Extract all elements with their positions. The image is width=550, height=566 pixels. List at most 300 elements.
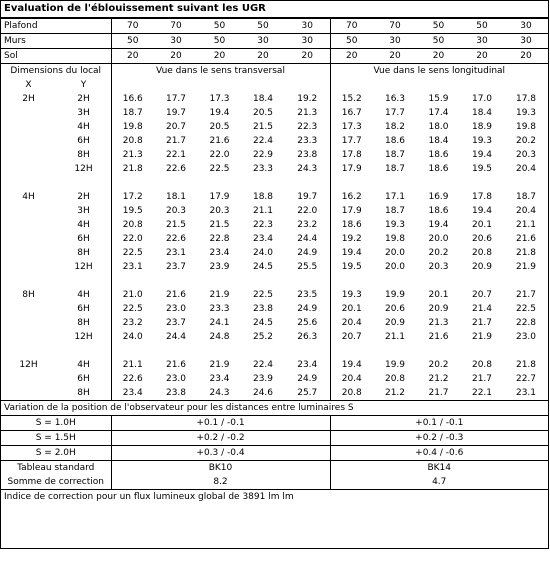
ugr-value-longitudinal: 15.9 xyxy=(428,93,449,104)
ugr-value-longitudinal: 20.8 xyxy=(330,386,373,401)
table-row xyxy=(1,372,548,386)
ugr-value-transverse: 21.1 xyxy=(252,205,274,216)
standard-transverse: BK10 xyxy=(111,461,330,476)
ugr-value-transverse: 22.9 xyxy=(252,149,274,160)
ugr-value-longitudinal: 21.7 xyxy=(428,387,449,398)
ugr-value-longitudinal: 20.9 xyxy=(384,317,406,328)
ugr-value-longitudinal: 19.3 xyxy=(471,135,493,146)
ugr-value-longitudinal: 19.9 xyxy=(384,359,406,370)
ugr-value-longitudinal: 19.8 xyxy=(384,233,406,244)
ugr-value-longitudinal: 20.3 xyxy=(428,261,449,272)
room-dimensions xyxy=(1,148,111,162)
ugr-value-transverse: 19.8 xyxy=(111,120,154,134)
ugr-value-transverse: 23.9 xyxy=(209,261,230,272)
ugr-value-transverse: 23.1 xyxy=(111,260,154,274)
ugr-value-longitudinal: 20.4 xyxy=(515,163,537,174)
gap-cell xyxy=(330,344,548,358)
ugr-value-transverse: 23.9 xyxy=(252,373,274,384)
table-row xyxy=(1,120,548,134)
header-label: Murs xyxy=(1,34,111,49)
longitudinal-label: Vue dans le sens longitudinal xyxy=(330,64,548,79)
gap-cell xyxy=(111,344,330,358)
ugr-value-longitudinal: 17.8 xyxy=(471,191,493,202)
ugr-value-longitudinal: 21.6 xyxy=(515,233,537,244)
ugr-value-transverse: 17.9 xyxy=(209,191,230,202)
ugr-value-transverse: 20.5 xyxy=(209,121,230,132)
group-gap xyxy=(1,274,548,288)
table-row xyxy=(1,204,548,218)
ugr-value-transverse: 19.2 xyxy=(297,93,318,104)
ugr-value-transverse: 23.2 xyxy=(111,316,154,330)
room-y: 3H xyxy=(77,107,90,118)
ugr-value-longitudinal: 20.4 xyxy=(515,205,537,216)
ugr-value-longitudinal: 17.9 xyxy=(330,204,373,218)
room-dimensions xyxy=(1,288,111,302)
ugr-value-longitudinal: 20.1 xyxy=(428,289,449,300)
ugr-value-longitudinal: 21.2 xyxy=(384,387,406,398)
ugr-value-transverse: 22.3 xyxy=(252,219,274,230)
ugr-value-longitudinal: 21.1 xyxy=(515,219,537,230)
ugr-value-longitudinal: 16.7 xyxy=(330,106,373,120)
room-dimensions xyxy=(1,302,111,316)
standard-label: Tableau standard xyxy=(1,461,111,476)
ugr-value-transverse: 24.9 xyxy=(297,373,318,384)
gap-cell xyxy=(1,176,111,190)
ugr-value-longitudinal: 18.7 xyxy=(384,163,406,174)
reflectance-value: 30 xyxy=(504,34,548,49)
ugr-value-transverse: 23.0 xyxy=(165,373,187,384)
document-title: Evaluation de l'éblouissement suivant les UGR xyxy=(1,1,548,18)
ugr-value-transverse: 23.4 xyxy=(111,386,154,401)
ugr-value-transverse: 26.3 xyxy=(297,331,318,342)
room-dimensions xyxy=(1,372,111,386)
ugr-value-longitudinal: 17.7 xyxy=(330,134,373,148)
room-y: 2H xyxy=(77,191,90,202)
header-row xyxy=(1,34,548,49)
reflectance-value: 30 xyxy=(285,34,330,49)
ugr-value-longitudinal: 18.7 xyxy=(515,191,537,202)
gap-cell xyxy=(111,274,330,288)
xy-labels xyxy=(1,78,111,92)
gap-cell xyxy=(1,274,111,288)
room-y: 6H xyxy=(77,233,90,244)
ugr-value-longitudinal: 17.8 xyxy=(515,93,537,104)
ugr-value-transverse: 22.4 xyxy=(252,359,274,370)
variation-heading-row xyxy=(1,401,548,416)
ugr-value-transverse: 23.8 xyxy=(252,303,274,314)
ugr-value-longitudinal: 23.0 xyxy=(515,331,537,342)
ugr-value-longitudinal: 19.2 xyxy=(330,232,373,246)
reflectance-value: 50 xyxy=(460,19,504,34)
ugr-value-longitudinal: 17.4 xyxy=(428,107,449,118)
table-row xyxy=(1,232,548,246)
ugr-value-transverse: 24.9 xyxy=(297,303,318,314)
room-dimensions xyxy=(1,92,111,106)
ugr-value-longitudinal: 18.4 xyxy=(471,107,493,118)
group-gap xyxy=(1,176,548,190)
ugr-value-longitudinal: 18.6 xyxy=(428,163,449,174)
ugr-value-transverse: 22.3 xyxy=(297,121,318,132)
ugr-value-longitudinal: 16.3 xyxy=(384,93,406,104)
ugr-value-transverse: 20.3 xyxy=(209,205,230,216)
ugr-value-transverse: 21.3 xyxy=(111,148,154,162)
ugr-value-transverse: 22.5 xyxy=(252,289,274,300)
ugr-value-transverse: 23.7 xyxy=(165,261,187,272)
ugr-value-transverse: 23.1 xyxy=(165,247,187,258)
ugr-value-longitudinal: 22.5 xyxy=(515,303,537,314)
ugr-value-transverse: 18.7 xyxy=(111,106,154,120)
ugr-value-transverse: 17.7 xyxy=(165,93,187,104)
ugr-value-transverse: 19.7 xyxy=(297,191,318,202)
ugr-value-transverse: 22.0 xyxy=(111,232,154,246)
ugr-value-transverse: 19.4 xyxy=(209,107,230,118)
ugr-value-transverse: 22.5 xyxy=(111,302,154,316)
ugr-value-longitudinal: 19.3 xyxy=(384,219,406,230)
room-y: 8H xyxy=(77,387,90,398)
room-y: 4H xyxy=(77,121,90,132)
ugr-value-longitudinal: 19.5 xyxy=(471,163,493,174)
ugr-value-longitudinal: 20.1 xyxy=(471,219,493,230)
x-label: X xyxy=(25,79,32,90)
room-dimensions xyxy=(1,330,111,344)
ugr-value-longitudinal: 19.3 xyxy=(330,288,373,302)
ugr-value-longitudinal: 21.1 xyxy=(384,331,406,342)
ugr-value-transverse: 22.1 xyxy=(165,149,187,160)
ugr-table xyxy=(1,18,548,489)
ugr-value-transverse: 23.8 xyxy=(297,149,318,160)
ugr-value-transverse: 24.1 xyxy=(209,317,230,328)
ugr-value-transverse: 19.7 xyxy=(165,107,187,118)
ugr-value-longitudinal: 20.7 xyxy=(330,330,373,344)
reflectance-value: 50 xyxy=(417,19,460,34)
room-dimensions xyxy=(1,386,111,401)
room-y: 6H xyxy=(77,303,90,314)
ugr-value-longitudinal: 22.8 xyxy=(515,317,537,328)
longitudinal-spacer xyxy=(330,78,548,92)
group-gap xyxy=(1,344,548,358)
room-dimensions xyxy=(1,358,111,372)
room-y: 12H xyxy=(74,261,93,272)
ugr-value-transverse: 21.6 xyxy=(165,289,187,300)
table-row xyxy=(1,148,548,162)
table-row xyxy=(1,358,548,372)
ugr-value-longitudinal: 17.0 xyxy=(471,93,493,104)
ugr-value-longitudinal: 18.7 xyxy=(384,205,406,216)
ugr-value-longitudinal: 15.2 xyxy=(330,92,373,106)
variation-transverse: +0.2 / -0.2 xyxy=(111,431,330,446)
ugr-value-transverse: 20.3 xyxy=(165,205,187,216)
ugr-value-transverse: 23.8 xyxy=(165,387,187,398)
ugr-value-longitudinal: 18.7 xyxy=(384,149,406,160)
ugr-value-longitudinal: 17.3 xyxy=(330,120,373,134)
table-row xyxy=(1,134,548,148)
ugr-value-longitudinal: 21.6 xyxy=(428,331,449,342)
ugr-value-longitudinal: 19.9 xyxy=(384,289,406,300)
ugr-value-transverse: 17.2 xyxy=(111,190,154,204)
ugr-value-longitudinal: 17.7 xyxy=(384,107,406,118)
room-y: 8H xyxy=(77,149,90,160)
ugr-value-longitudinal: 19.5 xyxy=(330,260,373,274)
header-label: Sol xyxy=(1,49,111,64)
room-dimensions xyxy=(1,204,111,218)
ugr-value-longitudinal: 20.8 xyxy=(471,359,493,370)
correction-label: Somme de correction xyxy=(7,476,104,487)
ugr-value-transverse: 23.4 xyxy=(209,247,230,258)
xy-row xyxy=(1,78,548,92)
header-row xyxy=(1,49,548,64)
room-dimensions xyxy=(1,316,111,330)
table-row xyxy=(1,218,548,232)
ugr-value-transverse: 21.6 xyxy=(209,135,230,146)
ugr-value-longitudinal: 20.2 xyxy=(515,135,537,146)
table-row xyxy=(1,288,548,302)
ugr-value-transverse: 21.9 xyxy=(209,289,230,300)
ugr-value-longitudinal: 18.6 xyxy=(384,135,406,146)
room-y: 12H xyxy=(74,331,93,342)
ugr-value-transverse: 24.9 xyxy=(297,247,318,258)
ugr-value-longitudinal: 20.0 xyxy=(384,261,406,272)
reflectance-value: 20 xyxy=(198,49,241,64)
ugr-value-transverse: 22.5 xyxy=(111,246,154,260)
ugr-value-transverse: 22.6 xyxy=(165,233,187,244)
ugr-value-transverse: 25.7 xyxy=(297,387,318,398)
ugr-value-transverse: 24.5 xyxy=(252,317,274,328)
ugr-value-longitudinal: 18.0 xyxy=(428,121,449,132)
reflectance-value: 50 xyxy=(330,34,373,49)
variation-spacing: S = 1.5H xyxy=(1,431,111,446)
ugr-value-transverse: 22.8 xyxy=(209,233,230,244)
ugr-value-longitudinal: 20.2 xyxy=(428,359,449,370)
ugr-value-longitudinal: 19.4 xyxy=(471,205,493,216)
ugr-value-longitudinal: 20.2 xyxy=(428,247,449,258)
dimensions-label: Dimensions du local xyxy=(1,64,111,79)
ugr-value-transverse: 23.3 xyxy=(252,163,274,174)
reflectance-value: 20 xyxy=(330,49,373,64)
variation-longitudinal: +0.4 / -0.6 xyxy=(330,446,548,461)
table-row xyxy=(1,92,548,106)
room-x: 8H xyxy=(22,289,35,300)
ugr-value-transverse: 23.7 xyxy=(165,317,187,328)
ugr-value-transverse: 20.5 xyxy=(252,107,274,118)
ugr-value-longitudinal: 21.9 xyxy=(471,331,493,342)
reflectance-value: 30 xyxy=(285,19,330,34)
ugr-value-transverse: 20.8 xyxy=(111,218,154,232)
ugr-value-longitudinal: 17.1 xyxy=(384,191,406,202)
room-dimensions xyxy=(1,106,111,120)
ugr-value-longitudinal: 21.8 xyxy=(515,247,537,258)
ugr-value-transverse: 21.0 xyxy=(111,288,154,302)
ugr-value-transverse: 23.2 xyxy=(297,219,318,230)
room-y: 12H xyxy=(74,163,93,174)
ugr-value-longitudinal: 21.3 xyxy=(428,317,449,328)
ugr-value-transverse: 21.5 xyxy=(165,219,187,230)
ugr-value-longitudinal: 21.7 xyxy=(515,289,537,300)
ugr-value-transverse: 23.3 xyxy=(209,303,230,314)
ugr-value-transverse: 18.1 xyxy=(165,191,187,202)
correction-longitudinal: 4.7 xyxy=(330,475,548,489)
reflectance-value: 50 xyxy=(417,34,460,49)
ugr-value-transverse: 21.6 xyxy=(165,359,187,370)
room-y: 6H xyxy=(77,373,90,384)
ugr-value-longitudinal: 20.4 xyxy=(330,316,373,330)
table-row xyxy=(1,190,548,204)
ugr-value-longitudinal: 18.4 xyxy=(428,135,449,146)
ugr-value-transverse: 24.3 xyxy=(297,163,318,174)
ugr-value-transverse: 22.4 xyxy=(252,135,274,146)
ugr-table-body xyxy=(1,19,548,490)
reflectance-value: 70 xyxy=(373,19,417,34)
table-row xyxy=(1,330,548,344)
ugr-value-longitudinal: 19.4 xyxy=(428,219,449,230)
ugr-value-longitudinal: 21.8 xyxy=(515,359,537,370)
ugr-value-transverse: 23.4 xyxy=(252,233,274,244)
ugr-value-transverse: 24.5 xyxy=(252,261,274,272)
reflectance-value: 50 xyxy=(111,34,154,49)
standard-row xyxy=(1,461,548,476)
ugr-value-longitudinal: 21.4 xyxy=(471,303,493,314)
transverse-spacer xyxy=(111,78,330,92)
ugr-value-transverse: 22.0 xyxy=(297,205,318,216)
ugr-value-longitudinal: 19.4 xyxy=(330,246,373,260)
table-row xyxy=(1,302,548,316)
ugr-value-longitudinal: 20.8 xyxy=(384,373,406,384)
reflectance-value: 50 xyxy=(198,19,241,34)
variation-spacing: S = 2.0H xyxy=(1,446,111,461)
gap-cell xyxy=(111,176,330,190)
reflectance-value: 30 xyxy=(241,34,285,49)
standard-longitudinal: BK14 xyxy=(330,461,548,476)
ugr-value-longitudinal: 22.7 xyxy=(515,373,537,384)
dimensions-row xyxy=(1,64,548,79)
room-y: 8H xyxy=(77,247,90,258)
reflectance-value: 20 xyxy=(285,49,330,64)
reflectance-value: 20 xyxy=(373,49,417,64)
correction-transverse: 8.2 xyxy=(111,475,330,489)
room-y: 6H xyxy=(77,135,90,146)
ugr-value-transverse: 21.9 xyxy=(209,359,230,370)
room-y: 8H xyxy=(77,317,90,328)
table-row xyxy=(1,246,548,260)
ugr-value-longitudinal: 16.9 xyxy=(428,191,449,202)
ugr-value-transverse: 21.3 xyxy=(297,107,318,118)
room-dimensions xyxy=(1,190,111,204)
ugr-value-transverse: 21.8 xyxy=(111,162,154,176)
ugr-value-transverse: 23.5 xyxy=(297,289,318,300)
table-row xyxy=(1,260,548,274)
reflectance-value: 70 xyxy=(154,19,198,34)
ugr-value-longitudinal: 19.3 xyxy=(515,107,537,118)
reflectance-value: 20 xyxy=(154,49,198,64)
room-dimensions xyxy=(1,260,111,274)
ugr-value-longitudinal: 20.8 xyxy=(471,247,493,258)
ugr-value-longitudinal: 20.6 xyxy=(471,233,493,244)
transverse-label: Vue dans le sens transversal xyxy=(111,64,330,79)
table-row xyxy=(1,106,548,120)
ugr-value-longitudinal: 19.4 xyxy=(330,358,373,372)
ugr-value-longitudinal: 18.2 xyxy=(384,121,406,132)
gap-cell xyxy=(1,344,111,358)
ugr-value-longitudinal: 20.0 xyxy=(428,233,449,244)
ugr-value-longitudinal: 21.9 xyxy=(515,261,537,272)
variation-label: Variation de la position de l'observateur pour les distances entre luminaires S xyxy=(1,401,548,416)
reflectance-value: 70 xyxy=(330,19,373,34)
reflectance-value: 30 xyxy=(460,34,504,49)
ugr-value-transverse: 17.3 xyxy=(209,93,230,104)
ugr-value-transverse: 21.5 xyxy=(209,219,230,230)
ugr-value-longitudinal: 17.8 xyxy=(330,148,373,162)
ugr-value-longitudinal: 21.2 xyxy=(428,373,449,384)
variation-row xyxy=(1,431,548,446)
room-dimensions xyxy=(1,120,111,134)
ugr-value-transverse: 22.5 xyxy=(209,163,230,174)
ugr-value-transverse: 18.4 xyxy=(252,93,274,104)
variation-transverse: +0.3 / -0.4 xyxy=(111,446,330,461)
table-row xyxy=(1,316,548,330)
ugr-value-transverse: 21.1 xyxy=(111,358,154,372)
room-dimensions xyxy=(1,246,111,260)
reflectance-value: 30 xyxy=(504,19,548,34)
ugr-value-transverse: 22.6 xyxy=(165,163,187,174)
ugr-value-transverse: 22.0 xyxy=(209,149,230,160)
ugr-value-transverse: 25.2 xyxy=(252,331,274,342)
reflectance-value: 20 xyxy=(460,49,504,64)
reflectance-value: 20 xyxy=(241,49,285,64)
ugr-value-transverse: 20.8 xyxy=(111,134,154,148)
ugr-value-longitudinal: 19.8 xyxy=(515,121,537,132)
ugr-value-transverse: 23.4 xyxy=(297,359,318,370)
ugr-value-longitudinal: 20.9 xyxy=(471,261,493,272)
reflectance-value: 20 xyxy=(417,49,460,64)
ugr-value-transverse: 24.6 xyxy=(252,387,274,398)
room-dimensions xyxy=(1,162,111,176)
ugr-value-transverse: 23.0 xyxy=(165,303,187,314)
variation-transverse: +0.1 / -0.1 xyxy=(111,416,330,431)
ugr-value-longitudinal: 21.7 xyxy=(471,373,493,384)
reflectance-value: 20 xyxy=(504,49,548,64)
table-row xyxy=(1,162,548,176)
ugr-value-transverse: 16.6 xyxy=(111,92,154,106)
header-label: Plafond xyxy=(1,19,111,34)
variation-longitudinal: +0.2 / -0.3 xyxy=(330,431,548,446)
reflectance-value: 20 xyxy=(111,49,154,64)
room-y: 4H xyxy=(77,359,90,370)
variation-row xyxy=(1,446,548,461)
table-row xyxy=(1,386,548,401)
room-x: 12H xyxy=(19,359,38,370)
room-dimensions xyxy=(1,232,111,246)
ugr-value-transverse: 24.3 xyxy=(209,387,230,398)
ugr-value-longitudinal: 20.0 xyxy=(384,247,406,258)
ugr-value-longitudinal: 18.6 xyxy=(428,205,449,216)
room-y: 2H xyxy=(77,93,90,104)
gap-cell xyxy=(330,176,548,190)
variation-longitudinal: +0.1 / -0.1 xyxy=(330,416,548,431)
room-y: 4H xyxy=(77,219,90,230)
gap-cell xyxy=(330,274,548,288)
ugr-value-transverse: 21.5 xyxy=(252,121,274,132)
ugr-value-transverse: 19.5 xyxy=(111,204,154,218)
ugr-value-longitudinal: 23.1 xyxy=(515,387,537,398)
ugr-value-longitudinal: 17.9 xyxy=(330,162,373,176)
ugr-value-transverse: 24.4 xyxy=(297,233,318,244)
reflectance-value: 70 xyxy=(111,19,154,34)
ugr-value-transverse: 24.0 xyxy=(111,330,154,344)
ugr-value-transverse: 20.7 xyxy=(165,121,187,132)
ugr-value-longitudinal: 20.3 xyxy=(515,149,537,160)
y-label: Y xyxy=(80,79,87,90)
ugr-value-longitudinal: 20.6 xyxy=(384,303,406,314)
ugr-value-longitudinal: 20.1 xyxy=(330,302,373,316)
